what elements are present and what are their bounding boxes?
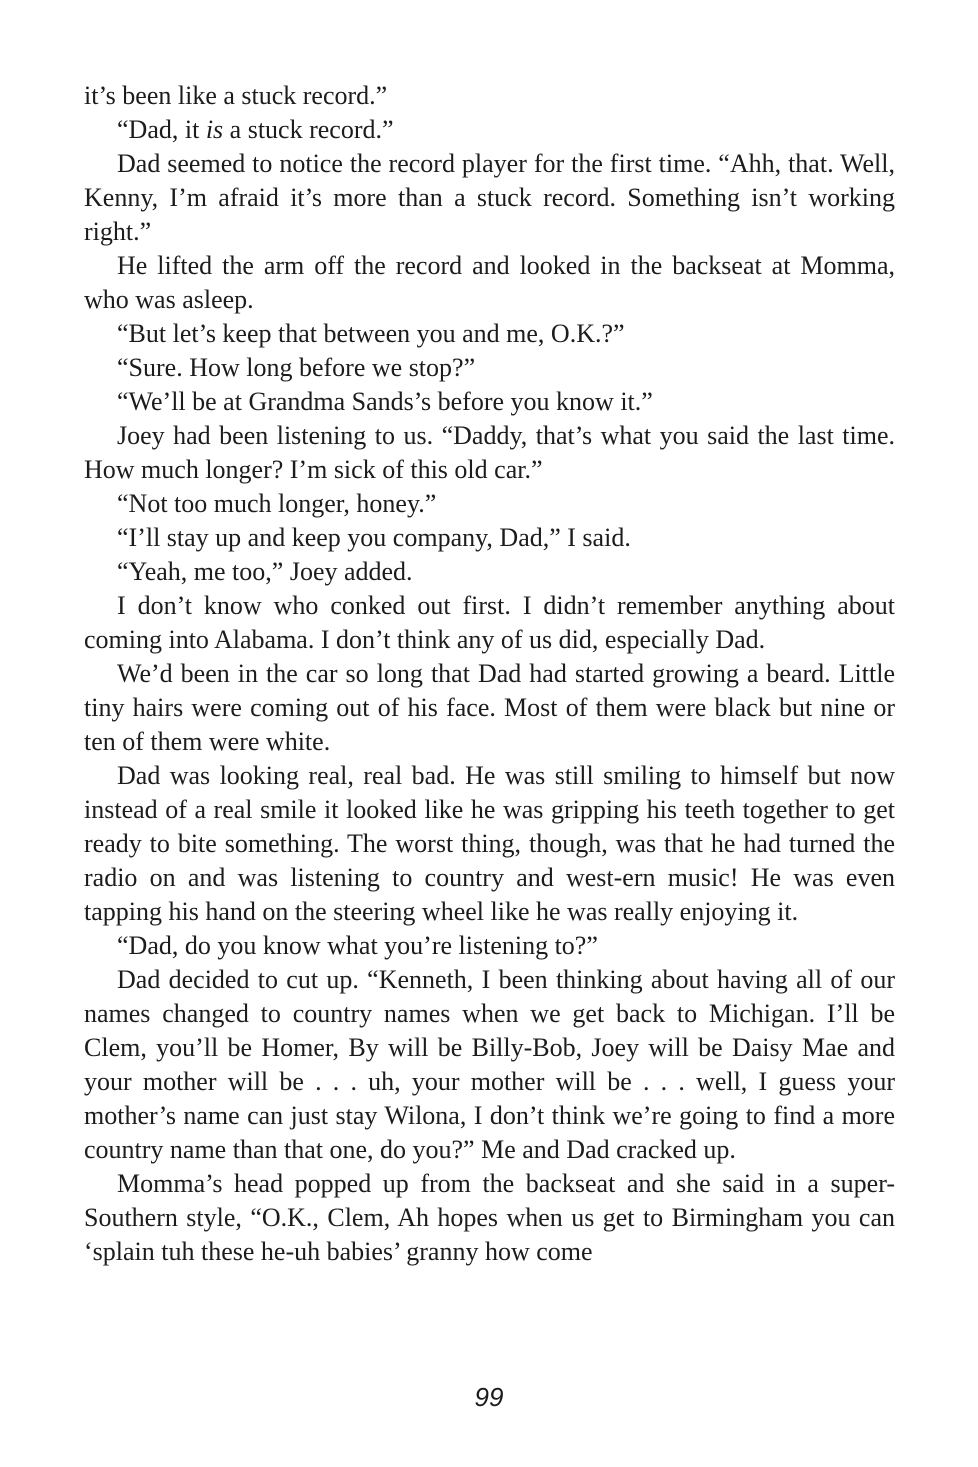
paragraph: Dad was looking real, real bad. He was still smiling to himself but now instead of a real smile it looked like he was gripping his teeth together to get ready to bite something. The worst thing, though, was that he had turned the radio on and was listening to country and west-ern music! He was even tapping his hand on the steering wheel like he was really enjoying it. [84, 761, 895, 926]
paragraph: Dad decided to cut up. “Kenneth, I been thinking about having all of our names changed to country names when we get back to Michigan. I’ll be Clem, you’ll be Homer, By will be Billy-Bob, Joey will be Daisy Mae and your mother will be . . . uh, your mother will be . . . well, I guess your mother’s name can just stay Wilona, I don’t think we’re going to find a more country name than that one, do you?” Me and Dad cracked up. [84, 965, 895, 1164]
paragraph: “We’ll be at Grandma Sands’s before you know it.” [117, 387, 653, 416]
paragraph: it’s been like a stuck record.” [84, 81, 388, 110]
paragraph-text: a stuck record.” [223, 115, 394, 144]
paragraph: “Dad, do you know what you’re listening to?” [117, 931, 598, 960]
paragraph: I don’t know who conked out first. I didn’t remember anything about coming into Alabama. I don’t think any of us did, especially Dad. [84, 591, 895, 654]
emphasis-text: is [205, 115, 224, 144]
paragraph: We’d been in the car so long that Dad had started growing a beard. Little tiny hairs were coming out of his face. Most of them were black but nine or ten of them were white. [84, 659, 895, 756]
paragraph [84, 113, 895, 147]
paragraph: “Yeah, me too,” Joey added. [117, 557, 413, 586]
page-body [84, 79, 895, 1269]
paragraph: Joey had been listening to us. “Daddy, that’s what you said the last time. How much longer? I’m sick of this old car.” [84, 421, 895, 484]
paragraph: “But let’s keep that between you and me, O.K.?” [117, 319, 625, 348]
paragraph: Dad seemed to notice the record player for the first time. “Ahh, that. Well, Kenny, I’m afraid it’s more than a stuck record. Something isn’t working right.” [84, 149, 895, 246]
paragraph: “Sure. How long before we stop?” [117, 353, 476, 382]
paragraph: He lifted the arm off the record and looked in the backseat at Momma, who was asleep. [84, 251, 895, 314]
page-number: 99 [474, 1382, 504, 1412]
paragraph: “Not too much longer, honey.” [117, 489, 437, 518]
paragraph: “I’ll stay up and keep you company, Dad,” I said. [117, 523, 631, 552]
paragraph: Momma’s head popped up from the backseat and she said in a super-Southern style, “O.K., Clem, Ah hopes when us get to Birmingham you can ‘splain tuh these he-uh babies’ granny how come [84, 1169, 895, 1266]
paragraph-text: “Dad, it [117, 115, 206, 144]
